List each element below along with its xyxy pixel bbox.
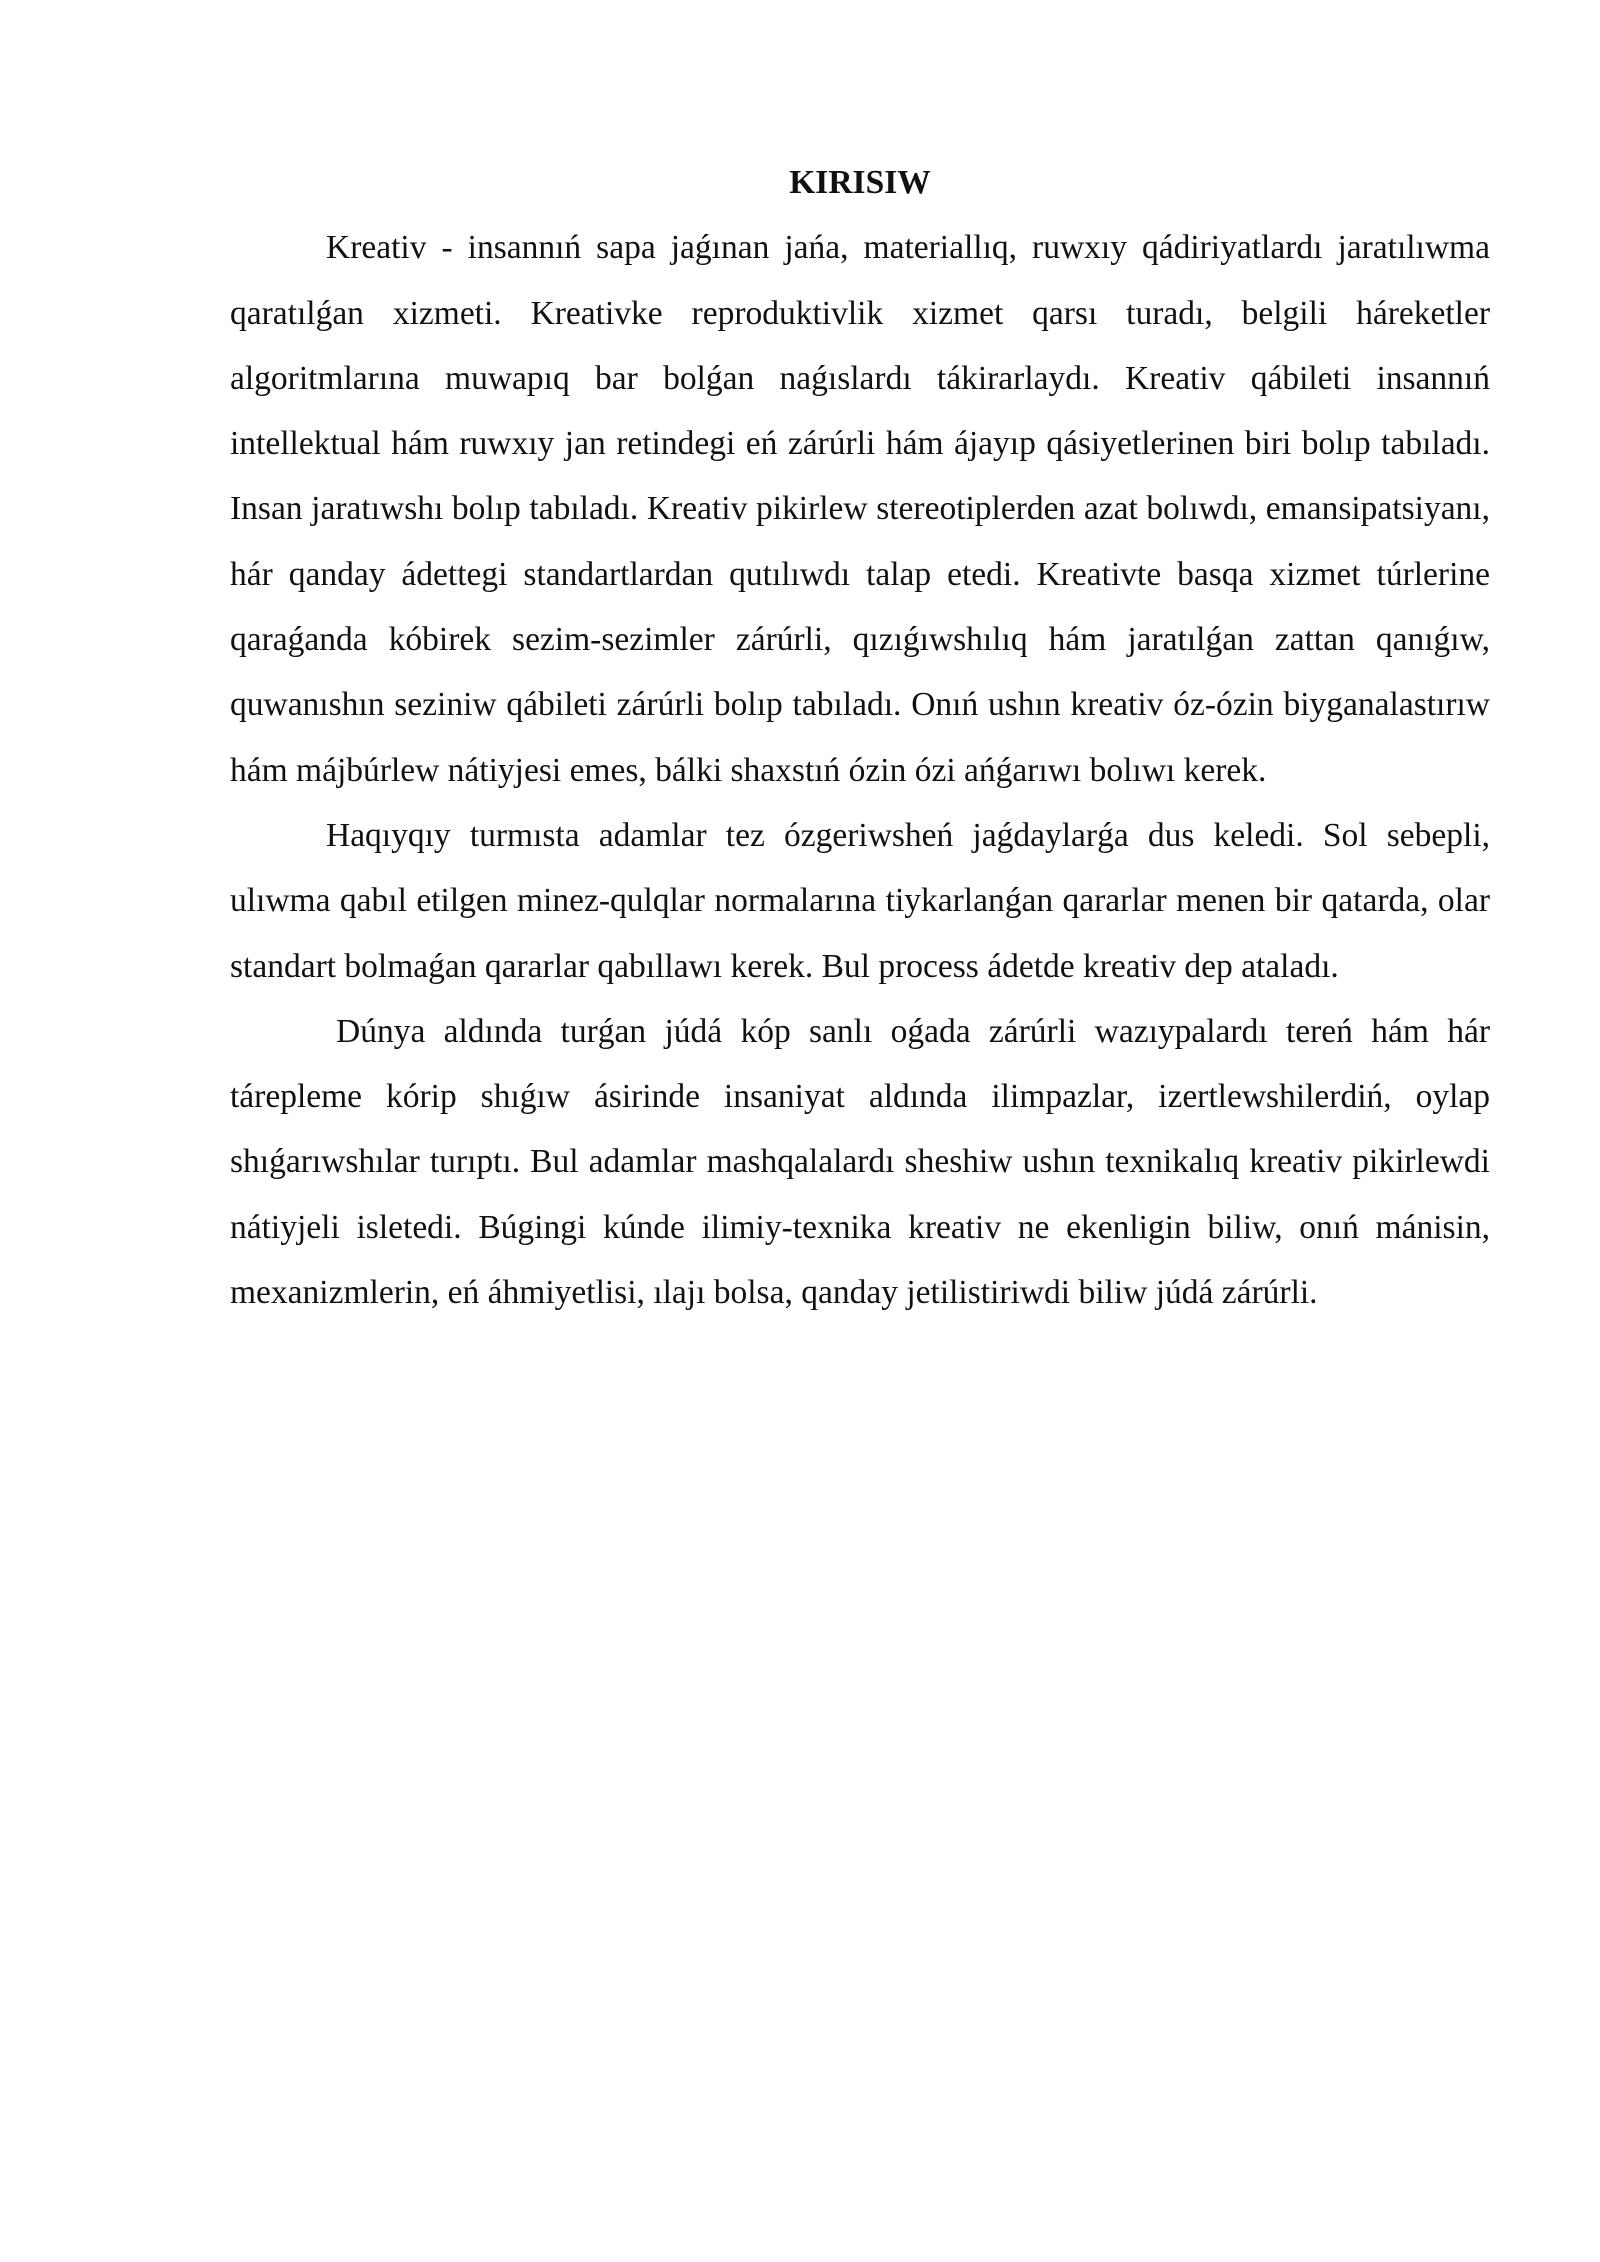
document-page [230,150,1490,1325]
paragraph-2: Haqıyqıy turmısta adamlar tez ózgeriwsheń jaǵdaylarǵa dus keledi. Sol sebepli, ulıwma qabıl etilgen minez-qulqlar normalarına tiykarlanǵan qararlar menen bir qatarda, olar standart bolmaǵan qararlar qabıllawı kerek. Bul process ádetde kreativ dep ataladı. [230,816,1490,985]
paragraph-1: Kreativ - insannıń sapa jaǵınan jańa, materiallıq, ruwxıy qádiriyatlardı jaratılıwma qaratılǵan xizmeti. Kreativke reproduktivlik xizmet qarsı turadı, belgili háreketler algoritmlarına muwapıq bar bolǵan naǵıslardı tákirarlaydı. Kreativ qábileti insannıń intellektual hám ruwxıy jan retindegi eń zárúrli hám ájayıp qásiyetlerinen biri bolıp tabıladı. Insan jaratıwshı bolıp tabıladı. Kreativ pikirlew stereotiplerden azat bolıwdı, emansipatsiyanı, hár qanday ádettegi standartlardan qutılıwdı talap etedi. Kreativte basqa xizmet túrlerine qaraǵanda kóbirek sezim-sezimler zárúrli, qızıǵıwshılıq hám jaratılǵan zattan qanıǵıw, quwanıshın seziniw qábileti zárúrli bolıp tabıladı. Onıń ushın kreativ óz-ózin biyganalastırıw hám májbúrlew nátiyjesi emes, bálki shaxstıń ózin ózi ańǵarıwı bolıwı kerek. [230,229,1490,789]
paragraph-3: Dúnya aldında turǵan júdá kóp sanlı oǵada zárúrli wazıypalardı tereń hám hár tárepleme kórip shıǵıw ásirinde insaniyat aldında ilimpazlar, izertlewshilerdiń, oylap shıǵarıwshılar turıptı. Bul adamlar mashqalalardı sheshiw ushın texnikalıq kreativ pikirlewdi nátiyjeli isletedi. Búgingi kúnde ilimiy-texnika kreativ ne ekenligin biliw, onıń mánisin, mexanizmlerin, eń áhmiyetlisi, ılajı bolsa, qanday jetilistiriwdi biliw júdá zárúrli. [230,1012,1490,1312]
document-title: KIRISIW [789,164,931,201]
